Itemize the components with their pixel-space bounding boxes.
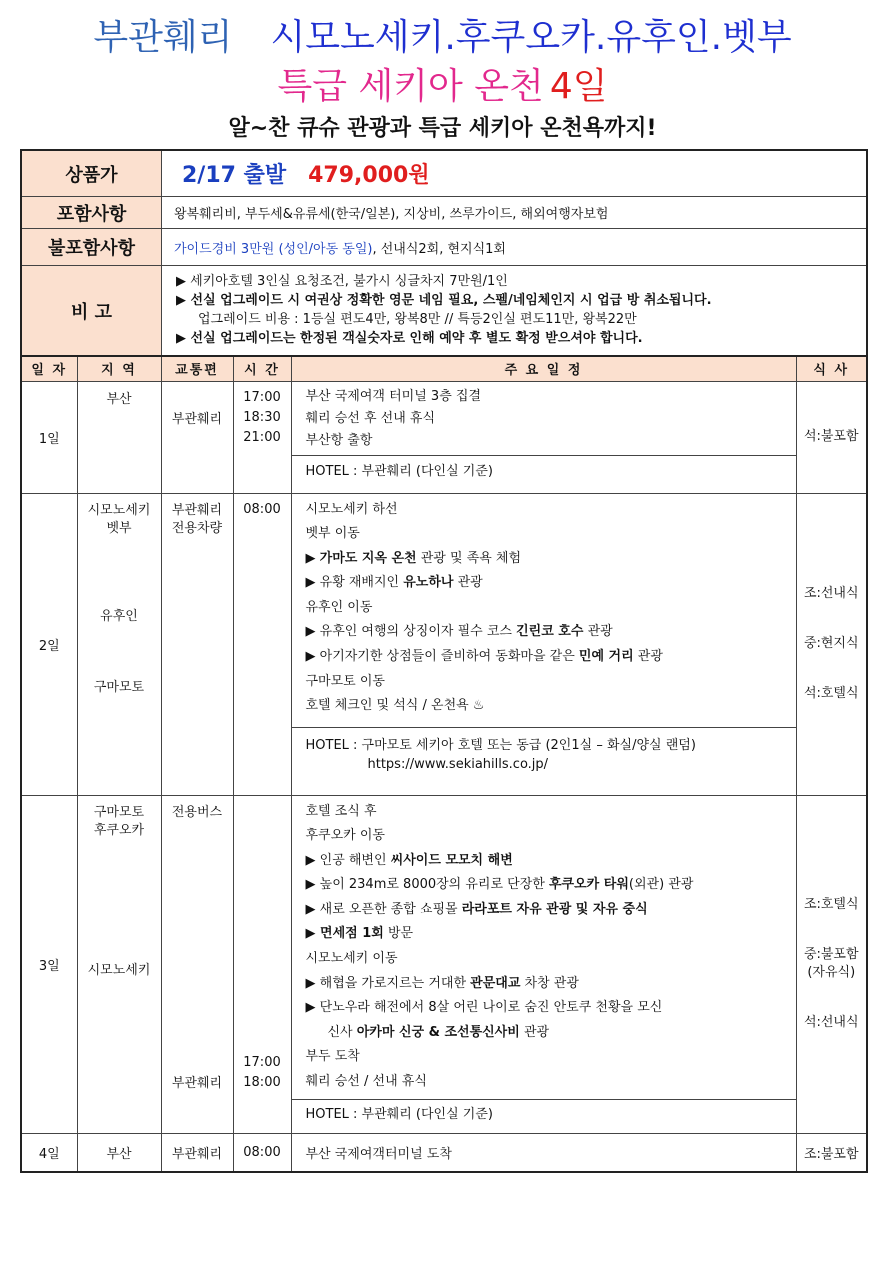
meal-cell [796,381,866,493]
itinerary-cell [291,795,796,1133]
time: 18:30 [243,409,281,425]
note-label: 비 고 [22,266,162,355]
day-row [22,795,866,1133]
itinerary-cell [291,381,796,493]
itinerary-line: 훼리 승선 후 선내 휴식 [305,410,436,426]
region-cell [77,493,161,795]
day-label: 1일 [22,381,77,493]
meal: 중:불포함 [803,947,859,962]
header-region: 지 역 [77,357,161,381]
transport: 전용차량 [171,520,223,536]
header-meal: 식 사 [796,357,866,381]
itinerary-line: 신사 아카마 신궁 & 조선통신사비 관광 [327,1024,550,1040]
region: 시모노세키 [87,502,151,518]
header-transport: 교통편 [161,357,233,381]
transport-cell [161,795,233,1133]
time: 17:00 [243,389,281,405]
itinerary-line: ▶ 가마도 지옥 온천 관광 및 족욕 체험 [305,550,522,566]
header-time: 시 간 [233,357,291,381]
itinerary-lines [292,796,796,1099]
price-label: 상품가 [22,151,162,196]
meal-cell [796,795,866,1133]
itinerary-line: 부산 국제여객터미널 도착 [291,1133,796,1171]
exclude-row [22,229,866,266]
exclude-rest: , 선내식2회, 현지식1회 [372,241,506,257]
departure-date: 2/17 출발 [182,163,287,188]
transport-cell [161,493,233,795]
meal-cell [796,493,866,795]
hotel-info: HOTEL : 부관훼리 (다인실 기준) [292,455,796,485]
day-row [22,1133,866,1171]
itinerary-line: 시모노세키 하선 [305,501,398,517]
note-item: ▶ 세키아호텔 3인실 요청조건, 불가시 싱글차지 7만원/1인 [176,274,508,289]
include-value: 왕복훼리비, 부두세&유류세(한국/일본), 지상비, 쓰루가이드, 해외여행자보험 [174,207,609,222]
time-cell [233,795,291,1133]
region: 부산 [77,381,161,493]
price-amount: 479,000원 [308,163,430,188]
itinerary-line: ▶ 새로 오픈한 종합 쇼핑몰 라라포트 자유 관광 및 자유 중식 [305,901,648,917]
itinerary-line: 벳부 이동 [305,526,360,542]
meal: 조:선내식 [803,586,859,601]
title-line-1 [0,14,885,62]
itinerary-sheet [20,149,868,1173]
hotel-url[interactable]: https://www.sekiahills.co.jp/ [367,756,549,772]
itinerary-cell [291,493,796,795]
transport: 전용버스 [171,804,223,820]
region: 후쿠오카 [93,822,145,838]
header-day: 일 자 [22,357,77,381]
price-value [162,151,866,196]
region: 시모노세키 [87,962,151,978]
region: 부산 [77,1133,161,1171]
itinerary-line: 부두 도착 [305,1049,360,1065]
include-label: 포함사항 [22,197,162,228]
day-label: 3일 [22,795,77,1133]
itinerary-line: ▶ 해협을 가로지르는 거대한 관문대교 차창 관광 [305,975,579,991]
include-row [22,197,866,229]
time: 17:00 [243,1054,281,1070]
title-destinations: 시모노세키.후쿠오카.유후인.벳부 [270,17,792,58]
day-label: 4일 [22,1133,77,1171]
region: 유후인 [100,608,138,624]
header-itinerary: 주 요 일 정 [291,357,796,381]
time: 21:00 [243,429,281,445]
itinerary-line: 호텔 조식 후 [305,803,377,819]
meal-note: (자유식) [807,965,856,980]
itinerary-line: ▶ 단노우라 해전에서 8살 어린 나이로 숨진 안토쿠 천황을 모신 [305,1000,663,1016]
price-row [22,151,866,197]
region: 구마모토 [93,679,145,695]
itinerary-line: 부산 국제여객 터미널 3층 집결 [305,388,481,404]
itinerary-line: 후쿠오카 이동 [305,828,385,844]
itinerary-line: 시모노세키 이동 [305,951,398,967]
day-label: 2일 [22,493,77,795]
note-row [22,266,866,357]
day-row [22,493,866,795]
meal: 석:호텔식 [803,686,859,701]
meal: 조:불포함 [803,1146,859,1162]
transport: 부관훼리 [161,381,233,493]
time: 08:00 [233,1133,291,1171]
region-cell [77,795,161,1133]
itinerary-lines [292,494,796,727]
time-cell [233,381,291,493]
schedule-header [22,357,866,381]
time: 18:00 [243,1074,281,1090]
itinerary-line: ▶ 면세점 1회 방문 [305,926,414,942]
transport: 부관훼리 [161,1133,233,1171]
region: 벳부 [106,520,132,536]
meal: 석:불포함 [803,429,859,444]
itinerary-line: 훼리 승선 / 선내 휴식 [305,1074,427,1090]
itinerary-line: 구마모토 이동 [305,673,385,689]
itinerary-line: ▶ 인공 해변인 씨사이드 모모치 해변 [305,852,513,868]
transport: 부관훼리 [171,1075,223,1091]
exclude-value [162,229,866,265]
itinerary-line: 유후인 이동 [305,599,373,615]
meal: 석:선내식 [803,1015,859,1030]
note-item: ▶ 선실 업그레이드 시 여권상 정확한 영문 네임 필요, 스펠/네임체인지 시 업급 방 취소됩니다. [176,293,712,308]
note-list [162,266,866,355]
itinerary-line: 호텔 체크인 및 석식 / 온천욕 ♨ [305,698,485,714]
itinerary-lines [292,382,796,455]
hotel-info: HOTEL : 부관훼리 (다인실 기준) [292,1099,796,1128]
title-line-2 [0,64,885,110]
itinerary-line: ▶ 유황 재배지인 유노하나 관광 [305,575,483,591]
title-hotel: 특급 세키아 온천 [277,66,544,107]
itinerary-line: ▶ 아기자기한 상점들이 즐비하여 동화마을 같은 민예 거리 관광 [305,649,663,665]
subtitle: 알~찬 큐슈 관광과 특급 세키아 온천욕까지! [228,116,657,141]
meal: 조:호텔식 [803,897,859,912]
transport: 부관훼리 [171,502,223,518]
itinerary-line: ▶ 높이 234m로 8000장의 유리로 단장한 후쿠오카 타워(외관) 관광 [305,877,694,893]
hotel-name: HOTEL : 구마모토 세키아 호텔 또는 동급 (2인1실 – 화실/양실 랜덤) [305,737,696,753]
schedule-table [22,357,866,1171]
exclude-label: 불포함사항 [22,229,162,265]
guide-fee: 가이드경비 3만원 (성인/아동 동일) [174,241,373,257]
meal: 중:현지식 [803,636,859,651]
note-item: 업그레이드 비용 : 1등실 편도4만, 왕복8만 // 특등2인실 편도11만, 왕복22만 [198,312,637,327]
day-row [22,381,866,493]
note-item: ▶ 선실 업그레이드는 한정된 객실숫자로 인해 예약 후 별도 확정 받으셔야 합니다. [176,331,643,346]
region: 구마모토 [93,804,145,820]
itinerary-line: 부산항 출항 [305,432,373,448]
hotel-info [292,727,796,778]
time: 08:00 [233,493,291,795]
itinerary-line: ▶ 유후인 여행의 상징이자 필수 코스 긴린코 호수 관광 [305,624,613,640]
title-ferry: 부관훼리 [93,17,233,58]
title-duration: 4일 [549,66,608,107]
